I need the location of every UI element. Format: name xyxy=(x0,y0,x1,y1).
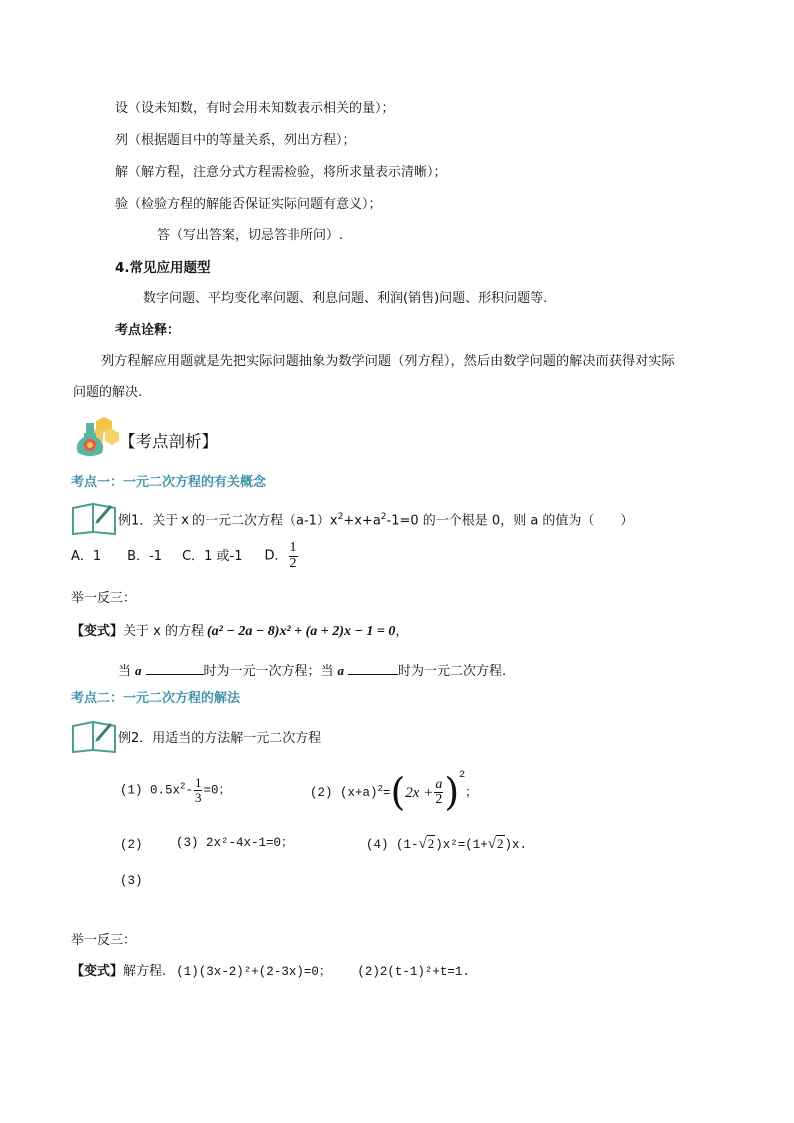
step-check-head: 验 xyxy=(115,197,129,212)
cond1-blank[interactable] xyxy=(146,662,204,675)
common-types-text: 数字问题、平均变化率问题、利息问题、利润(销售)问题、形积问题等. xyxy=(143,291,548,306)
problem-2-fraction xyxy=(434,778,443,808)
step-set-head: 设 xyxy=(115,101,129,116)
book-icon xyxy=(71,500,117,536)
step-answer xyxy=(157,228,343,244)
problem-1 xyxy=(120,776,231,804)
cond1-pre: 当 xyxy=(118,664,132,679)
step-set-text: （设未知数，有时会用未知数表示相关的量）； xyxy=(128,101,395,116)
point1-variant-eq: (a² − 2a − 8)x² + (a + 2)x − 1 = 0 xyxy=(206,624,396,639)
point1-conditions xyxy=(118,662,506,680)
problem-1-eq-a: 0.5x xyxy=(150,783,181,798)
example1-pre: 例1．关于 xyxy=(118,513,179,529)
problem-4-rad1: 2 xyxy=(427,836,435,851)
problem-2 xyxy=(310,770,478,816)
problem-1-label: (1) xyxy=(120,783,143,798)
step-list xyxy=(115,133,356,149)
problem-4-c: )x. xyxy=(504,838,528,852)
example1-mid3: -1=0 的一个根是 0，则 a 的值为（ ） xyxy=(386,513,634,529)
option-b: B．-1 xyxy=(127,548,163,564)
problem-1-eq-b: - xyxy=(185,783,193,798)
problem-1-num: 1 xyxy=(194,775,202,790)
point1-title: 考点一：一元二次方程的有关概念 xyxy=(71,475,267,490)
section-title: 【考点剖析】 xyxy=(119,432,218,451)
cond2-post: 时为一元二次方程. xyxy=(398,664,507,679)
problem-3-eq: 2x²-4x-1=0； xyxy=(206,836,294,850)
problem-4 xyxy=(366,835,527,853)
cond2-blank[interactable] xyxy=(348,662,398,675)
example1-x: x xyxy=(181,513,189,529)
problem-2-num: a xyxy=(435,776,443,792)
problem-4-a: (1- xyxy=(396,838,419,852)
step-solve-head: 解 xyxy=(115,165,129,180)
explanation-heading: 考点诠释： xyxy=(115,323,181,338)
explanation-line1: 列方程解应用题就是先把实际问题抽象为数学问题（列方程），然后由数学问题的解决而获得对实际 xyxy=(101,354,675,369)
option-d: D． xyxy=(264,548,288,564)
example1-mid: 的一元二次方程（a-1）x xyxy=(191,513,338,529)
flask-icon xyxy=(74,415,120,457)
example1-sup2: 2 xyxy=(380,512,387,522)
step-answer-text: （写出答案，切忌答非所问）. xyxy=(170,228,344,243)
problem-row2-label: (2) xyxy=(120,838,143,852)
step-check-text: （检验方程的解能否保证实际问题有意义）； xyxy=(128,197,382,212)
sqrt-symbol-icon: √ xyxy=(418,836,427,852)
problem-2-end: ； xyxy=(465,786,478,801)
problem-3-label: (3) xyxy=(176,836,199,850)
point2-variant-2: (2)2(t-1)²+t=1. xyxy=(357,965,470,979)
problem-4-b: )x²=(1+ xyxy=(435,838,488,852)
step-solve xyxy=(115,165,447,181)
problem-2-label: (2) xyxy=(310,786,333,801)
problem-4-rad2: 2 xyxy=(497,836,504,851)
problem-2-paren-open: ( xyxy=(390,770,406,814)
option-d-den: 2 xyxy=(289,555,297,571)
problem-2-sup2: 2 xyxy=(459,770,466,781)
point2-variant-1: (1)(3x-2)²+(2-3x)=0； xyxy=(176,965,332,979)
problem-2-eq-a: (x+a) xyxy=(340,786,378,801)
point2-title: 考点二：一元二次方程的解法 xyxy=(71,691,241,706)
step-answer-head: 答 xyxy=(157,228,171,243)
sqrt-symbol-icon-2: √ xyxy=(487,836,497,852)
problem-4-label: (4) xyxy=(366,838,389,852)
cond2-var: a xyxy=(337,663,345,678)
problem-1-fraction xyxy=(194,776,203,804)
problem-2-inner: 2x + xyxy=(405,784,434,801)
cond1-var: a xyxy=(135,663,142,678)
problem-2-eq-b: = xyxy=(382,786,391,801)
point1-followup: 举一反三： xyxy=(71,591,137,606)
problem-2-sup: 2 xyxy=(377,783,383,794)
book-icon-2 xyxy=(71,718,117,754)
problem-2-den: 2 xyxy=(435,792,443,808)
step-check xyxy=(115,197,382,213)
example1 xyxy=(118,512,633,529)
option-a: A．1 xyxy=(71,548,102,564)
problem-1-eq-c: =0； xyxy=(203,783,231,798)
step-list-head: 列 xyxy=(115,133,129,148)
example2: 例2．用适当的方法解一元二次方程 xyxy=(118,731,322,746)
problem-1-sup: 2 xyxy=(180,781,186,792)
point1-variant-text: 关于 x 的方程 xyxy=(123,624,204,639)
option-d-num: 1 xyxy=(289,540,297,555)
point1-variant-end: ， xyxy=(395,624,409,639)
step-solve-text: （解方程，注意分式方程需检验，将所求量表示清晰）； xyxy=(128,165,447,180)
problem-3 xyxy=(176,836,294,851)
point1-variant-label: 【变式】 xyxy=(71,624,124,639)
example1-mid2: +x+a xyxy=(343,513,381,529)
explanation-line2: 问题的解决. xyxy=(73,385,143,400)
point2-variant-text: 解方程. xyxy=(123,964,167,979)
problem-2-paren-close: ) xyxy=(444,770,460,814)
problem-row3-label: (3) xyxy=(120,874,143,888)
common-types-heading: 4.常见应用题型 xyxy=(115,260,211,276)
problem-1-den: 3 xyxy=(194,789,202,805)
option-d-fraction xyxy=(289,541,298,571)
example1-options xyxy=(71,541,299,571)
step-set xyxy=(115,101,395,117)
point2-followup: 举一反三： xyxy=(71,933,137,948)
point2-variant xyxy=(71,964,470,980)
cond1-post: 时为一元一次方程；当 xyxy=(203,664,334,679)
point1-variant xyxy=(71,624,408,641)
option-c: C．1 或-1 xyxy=(182,548,243,564)
example1-sup1: 2 xyxy=(337,512,344,522)
step-list-text: （根据题目中的等量关系，列出方程）； xyxy=(128,133,356,148)
point2-variant-label: 【变式】 xyxy=(71,964,124,979)
